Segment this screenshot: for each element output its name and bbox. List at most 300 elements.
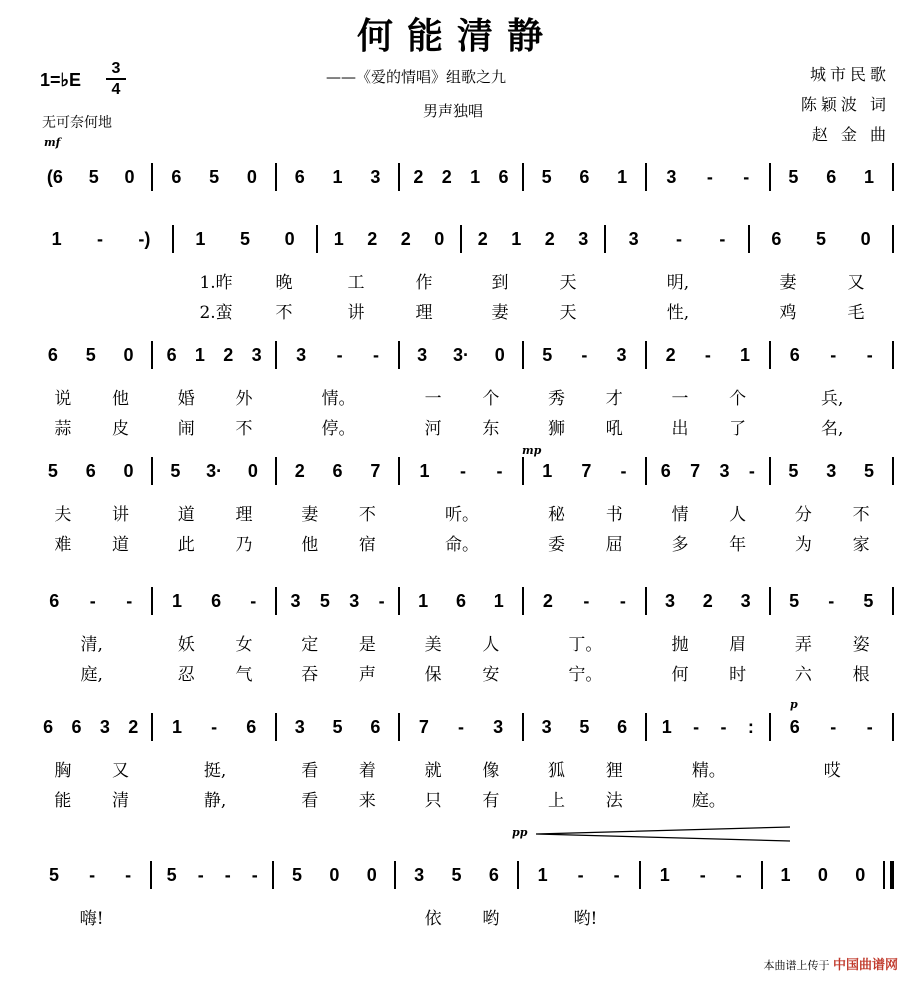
lyric-syllable: 作 <box>415 273 433 293</box>
lyric-measure <box>153 756 276 780</box>
lyric-measure <box>647 500 770 524</box>
lyric-syllable: 书 <box>605 505 623 525</box>
note: - <box>693 716 700 737</box>
note: 6 <box>579 166 590 187</box>
note: 1 <box>171 716 182 737</box>
note: 2 <box>367 228 378 249</box>
lyric-syllable: 理 <box>415 303 433 323</box>
note: 2 <box>665 344 676 365</box>
measure <box>400 345 521 366</box>
lyric-syllable: 不 <box>852 505 870 525</box>
lyric-syllable: 来 <box>358 791 376 811</box>
lyric-syllable: 看 <box>301 761 319 781</box>
note: 5 <box>166 864 177 885</box>
lyric-syllable: 哟 <box>482 909 500 929</box>
lyric-syllable: 到 <box>491 273 509 293</box>
note: 3 <box>826 460 837 481</box>
lyric-syllable: 为 <box>794 535 812 555</box>
note: 5 <box>85 344 96 365</box>
credit-origin: 城市民歌 <box>809 65 890 84</box>
lyric-measure <box>400 384 523 408</box>
note: - <box>577 864 584 885</box>
lyric-syllable: 着 <box>358 761 376 781</box>
lyric-syllable: 女 <box>235 635 253 655</box>
dynamic-mp: mp <box>522 444 542 457</box>
lyric-measure <box>318 268 462 292</box>
note: 0 <box>284 228 295 249</box>
lyric-syllable: 姿 <box>852 635 870 655</box>
lyric-syllable: 一 <box>671 389 689 409</box>
note: : <box>747 716 754 737</box>
lyric-syllable: 情 <box>671 505 689 525</box>
note: 0 <box>246 166 257 187</box>
note: 6 <box>370 716 381 737</box>
lyric-measure <box>771 384 894 408</box>
lyric-syllable: 2.蛮 <box>199 303 233 323</box>
tempo-mark: 无可奈何地 <box>42 115 112 131</box>
lyric-measure <box>524 630 647 654</box>
note: - <box>457 716 464 737</box>
lyric-measure <box>400 786 523 810</box>
note: 5 <box>542 344 553 365</box>
note: 1 <box>511 228 522 249</box>
note: 1 <box>659 864 670 885</box>
lyric-syllable: 静, <box>203 791 227 811</box>
measure <box>396 865 516 886</box>
measure <box>400 717 521 738</box>
note: 5 <box>788 166 799 187</box>
note: - <box>704 344 711 365</box>
measure <box>153 717 274 738</box>
measure <box>771 461 892 482</box>
lyric-syllable: 人 <box>729 505 747 525</box>
lyric-syllable: 吞 <box>301 665 319 685</box>
score-system <box>0 456 914 586</box>
lyric-syllable: 丁。 <box>568 635 603 655</box>
time-signature-bottom: 4 <box>111 81 121 98</box>
lyric-measure <box>30 384 153 408</box>
lyric-syllable: 停。 <box>321 419 356 439</box>
note: 6 <box>246 716 257 737</box>
lyric-measure <box>771 630 894 654</box>
lyric-measure <box>771 530 894 554</box>
measure <box>277 461 398 482</box>
lyric-syllable: 嗨! <box>79 909 104 929</box>
note: 3 <box>541 716 552 737</box>
lyric-measure <box>277 904 400 928</box>
measure <box>277 167 398 188</box>
note: 1 <box>51 228 62 249</box>
note: - <box>699 864 706 885</box>
note: - <box>336 344 343 365</box>
lyric-measure <box>606 298 750 322</box>
note: - <box>748 460 755 481</box>
barline <box>892 457 894 485</box>
barline <box>892 713 894 741</box>
measure <box>647 591 768 612</box>
lyric-syllable: 何 <box>671 665 689 685</box>
lyric-syllable: 秘 <box>548 505 566 525</box>
lyric-syllable: 个 <box>729 389 747 409</box>
lyrics-verse-2 <box>30 530 894 554</box>
lyric-measure <box>30 786 153 810</box>
lyric-syllable: 乃 <box>235 535 253 555</box>
lyric-measure <box>153 384 276 408</box>
measure <box>153 345 274 366</box>
note: 1 <box>419 460 430 481</box>
note: - <box>126 590 133 611</box>
lyric-syllable: 外 <box>235 389 253 409</box>
note: 3 <box>665 590 676 611</box>
note: 6 <box>166 344 177 365</box>
measure <box>647 345 768 366</box>
lyric-syllable: 像 <box>482 761 500 781</box>
notes-row <box>30 340 894 370</box>
note: - <box>583 590 590 611</box>
lyric-syllable: 是 <box>358 635 376 655</box>
measure <box>318 229 460 250</box>
lyric-syllable: 毛 <box>847 303 865 323</box>
lyric-measure <box>30 630 153 654</box>
lyric-syllable: 胸 <box>54 761 72 781</box>
note: 6 <box>71 716 82 737</box>
lyric-syllable: 狮 <box>548 419 566 439</box>
note: - <box>211 716 218 737</box>
note: 0 <box>494 344 505 365</box>
barline <box>892 225 894 253</box>
note: 3 <box>294 716 305 737</box>
note: 2 <box>294 460 305 481</box>
footer-brand: 中国曲谱网 <box>832 958 898 973</box>
lyric-measure <box>30 500 153 524</box>
time-signature-top: 3 <box>111 60 121 77</box>
note: 6 <box>211 590 222 611</box>
note: - <box>251 864 258 885</box>
lyric-syllable: 哟! <box>573 909 598 929</box>
note: - <box>720 716 727 737</box>
lyric-measure <box>462 268 606 292</box>
measure <box>771 717 892 738</box>
lyric-syllable: 清 <box>112 791 130 811</box>
note: - <box>496 460 503 481</box>
note: 5 <box>170 460 181 481</box>
note: 1 <box>418 590 429 611</box>
lyric-syllable: 抛 <box>671 635 689 655</box>
measure <box>153 167 274 188</box>
measure <box>524 591 645 612</box>
note: 2 <box>702 590 713 611</box>
lyric-syllable: 挺, <box>203 761 227 781</box>
lyric-syllable: 上 <box>548 791 566 811</box>
note: 5 <box>319 590 330 611</box>
note: 1 <box>537 864 548 885</box>
measure <box>519 865 639 886</box>
measure <box>277 717 398 738</box>
note: 5 <box>788 460 799 481</box>
note: - <box>459 460 466 481</box>
lyric-syllable: 此 <box>177 535 195 555</box>
lyric-measure <box>524 500 647 524</box>
note: 3 <box>296 344 307 365</box>
note: 6 <box>498 166 509 187</box>
lyric-syllable: 讲 <box>112 505 130 525</box>
lyric-syllable: 多 <box>671 535 689 555</box>
key-signature: 1=♭E <box>40 70 82 90</box>
lyric-syllable: 理 <box>235 505 253 525</box>
measure <box>647 167 768 188</box>
lyric-syllable: 他 <box>112 389 130 409</box>
performance-note: 男声独唱 <box>423 102 484 120</box>
lyric-measure <box>174 298 318 322</box>
score-system <box>0 224 914 354</box>
lyric-syllable: 宿 <box>358 535 376 555</box>
lyric-syllable: 情。 <box>321 389 356 409</box>
note: - <box>828 590 835 611</box>
lyric-measure <box>647 384 770 408</box>
lyric-measure <box>771 756 894 780</box>
note: 5 <box>451 864 462 885</box>
lyric-measure <box>771 414 894 438</box>
note: 1 <box>195 228 206 249</box>
measure <box>30 591 151 612</box>
lyric-syllable: 气 <box>235 665 253 685</box>
dynamic-pp: pp <box>512 826 528 839</box>
note: 6 <box>789 344 800 365</box>
note: 5 <box>209 166 220 187</box>
measure <box>462 229 604 250</box>
lyric-syllable: 性, <box>666 303 690 323</box>
lyric-measure <box>524 786 647 810</box>
lyric-syllable: 不 <box>358 505 376 525</box>
note: 5 <box>291 864 302 885</box>
lyric-syllable: 明, <box>666 273 690 293</box>
measure <box>606 229 748 250</box>
lyric-measure <box>277 500 400 524</box>
dynamic-p: p <box>790 698 798 711</box>
note: 0 <box>329 864 340 885</box>
note: 3 <box>99 716 110 737</box>
lyrics-verse-2 <box>30 298 894 322</box>
note: - <box>89 864 96 885</box>
lyric-syllable: 了 <box>729 419 747 439</box>
note: - <box>581 344 588 365</box>
measure <box>277 345 398 366</box>
note: 1 <box>739 344 750 365</box>
lyric-syllable: 安 <box>482 665 500 685</box>
notes-row <box>30 712 894 742</box>
lyric-syllable: 清, <box>80 635 103 655</box>
note: 3 <box>628 228 639 249</box>
note: - <box>89 590 96 611</box>
lyric-syllable: 鸡 <box>779 303 797 323</box>
lyric-syllable: 人 <box>482 635 500 655</box>
lyric-syllable: 说 <box>54 389 72 409</box>
measure <box>771 591 892 612</box>
note: 2 <box>542 590 553 611</box>
lyric-syllable: 看 <box>301 791 319 811</box>
lyric-syllable: 天 <box>559 273 577 293</box>
note: 3 <box>417 344 428 365</box>
lyric-syllable: 皮 <box>112 419 130 439</box>
note: -) <box>138 228 151 249</box>
lyric-syllable: 秀 <box>548 389 566 409</box>
barline <box>892 163 894 191</box>
note: 3 <box>740 590 751 611</box>
lyric-syllable: 命。 <box>444 535 479 555</box>
lyric-syllable: 道 <box>177 505 195 525</box>
note: - <box>97 228 103 249</box>
note: 6 <box>771 228 782 249</box>
lyric-syllable: 妻 <box>779 273 797 293</box>
note: 0 <box>123 344 134 365</box>
measure <box>400 591 521 612</box>
note: 7 <box>581 460 592 481</box>
lyric-measure <box>524 530 647 554</box>
note: 5 <box>88 166 99 187</box>
lyric-syllable: 晚 <box>275 273 293 293</box>
lyric-syllable: 一 <box>424 389 442 409</box>
lyric-measure <box>30 660 153 684</box>
note: 0 <box>124 166 135 187</box>
note: 1 <box>194 344 205 365</box>
measure <box>647 461 768 482</box>
lyric-syllable: 宁。 <box>568 665 603 685</box>
lyric-measure <box>30 268 174 292</box>
note: 6 <box>85 460 96 481</box>
lyric-measure <box>277 530 400 554</box>
barline <box>892 587 894 615</box>
lyrics-verse-1 <box>30 268 894 292</box>
note: 0 <box>855 864 866 885</box>
note: - <box>743 166 750 187</box>
lyric-syllable: 个 <box>482 389 500 409</box>
measure <box>274 865 394 886</box>
lyric-measure <box>750 268 894 292</box>
note: - <box>735 864 742 885</box>
note: 3 <box>349 590 360 611</box>
note: 1 <box>617 166 628 187</box>
lyric-syllable: 出 <box>671 419 689 439</box>
lyric-syllable: 弄 <box>794 635 812 655</box>
lyric-syllable: 不 <box>235 419 253 439</box>
note: 0 <box>366 864 377 885</box>
lyric-syllable: 才 <box>605 389 623 409</box>
note: 3 <box>493 716 504 737</box>
measure <box>174 229 316 250</box>
lyric-syllable: 庭。 <box>691 791 726 811</box>
lyric-measure <box>771 500 894 524</box>
measure <box>400 461 521 482</box>
lyric-syllable: 庭, <box>80 665 103 685</box>
score-system <box>0 712 914 842</box>
note: 6 <box>43 716 54 737</box>
lyric-measure <box>30 904 153 928</box>
note: 1 <box>493 590 504 611</box>
measure <box>30 717 151 738</box>
note: 6 <box>617 716 628 737</box>
lyric-syllable: 依 <box>424 909 442 929</box>
lyric-syllable: 东 <box>482 419 500 439</box>
note: 1 <box>332 166 343 187</box>
note: - <box>830 344 837 365</box>
notes-row <box>30 162 894 192</box>
measure <box>30 345 151 366</box>
lyric-measure <box>606 268 750 292</box>
note: - <box>250 590 257 611</box>
lyric-syllable: 六 <box>794 665 812 685</box>
measure <box>30 865 150 886</box>
credit-lyricist: 陈颖波 词 <box>800 95 890 114</box>
lyrics-verse-2 <box>30 660 894 684</box>
lyric-syllable: 定 <box>301 635 319 655</box>
lyric-syllable: 名, <box>821 419 844 439</box>
lyric-measure <box>524 384 647 408</box>
lyric-measure <box>30 298 174 322</box>
lyric-syllable: 不 <box>275 303 293 323</box>
notes-row <box>30 586 894 616</box>
note: 6 <box>826 166 837 187</box>
note: 2 <box>441 166 452 187</box>
lyrics-verse-1 <box>30 904 894 928</box>
measure <box>30 167 151 188</box>
lyric-measure <box>524 904 647 928</box>
lyric-syllable: 工 <box>347 273 365 293</box>
lyrics-verse-1 <box>30 384 894 408</box>
note: 6 <box>171 166 182 187</box>
score-system <box>0 340 914 470</box>
note: - <box>619 590 626 611</box>
note: - <box>620 460 627 481</box>
lyric-measure <box>647 660 770 684</box>
lyric-syllable: 讲 <box>347 303 365 323</box>
note: 6 <box>488 864 499 885</box>
notes-row <box>30 456 894 486</box>
lyric-measure <box>30 414 153 438</box>
measure <box>30 229 172 250</box>
lyric-measure <box>277 786 400 810</box>
lyric-syllable: 只 <box>424 791 442 811</box>
lyric-syllable: 能 <box>54 791 72 811</box>
lyric-syllable: 保 <box>424 665 442 685</box>
measure <box>277 591 398 612</box>
measure <box>771 167 892 188</box>
measure <box>30 461 151 482</box>
note: 1 <box>542 460 553 481</box>
lyric-syllable: 狐 <box>548 761 566 781</box>
lyric-measure <box>400 904 523 928</box>
note: - <box>224 864 231 885</box>
lyric-measure <box>462 298 606 322</box>
lyric-syllable: 河 <box>424 419 442 439</box>
notes-row <box>30 224 894 254</box>
note: - <box>719 228 726 249</box>
footer-prefix: 本曲谱上传于 <box>763 959 830 972</box>
note: 0 <box>247 460 258 481</box>
note: - <box>676 228 682 249</box>
page-title: 何能清静 <box>356 15 557 57</box>
lyric-syllable: 年 <box>729 535 747 555</box>
lyric-syllable: 家 <box>852 535 870 555</box>
time-signature <box>106 60 126 98</box>
note: 0 <box>860 228 871 249</box>
note: 3 <box>616 344 627 365</box>
lyric-measure <box>647 630 770 654</box>
note: 3 <box>290 590 301 611</box>
note: 6 <box>49 590 60 611</box>
lyric-syllable: 分 <box>794 505 812 525</box>
note: 6 <box>789 716 800 737</box>
measure <box>524 461 645 482</box>
